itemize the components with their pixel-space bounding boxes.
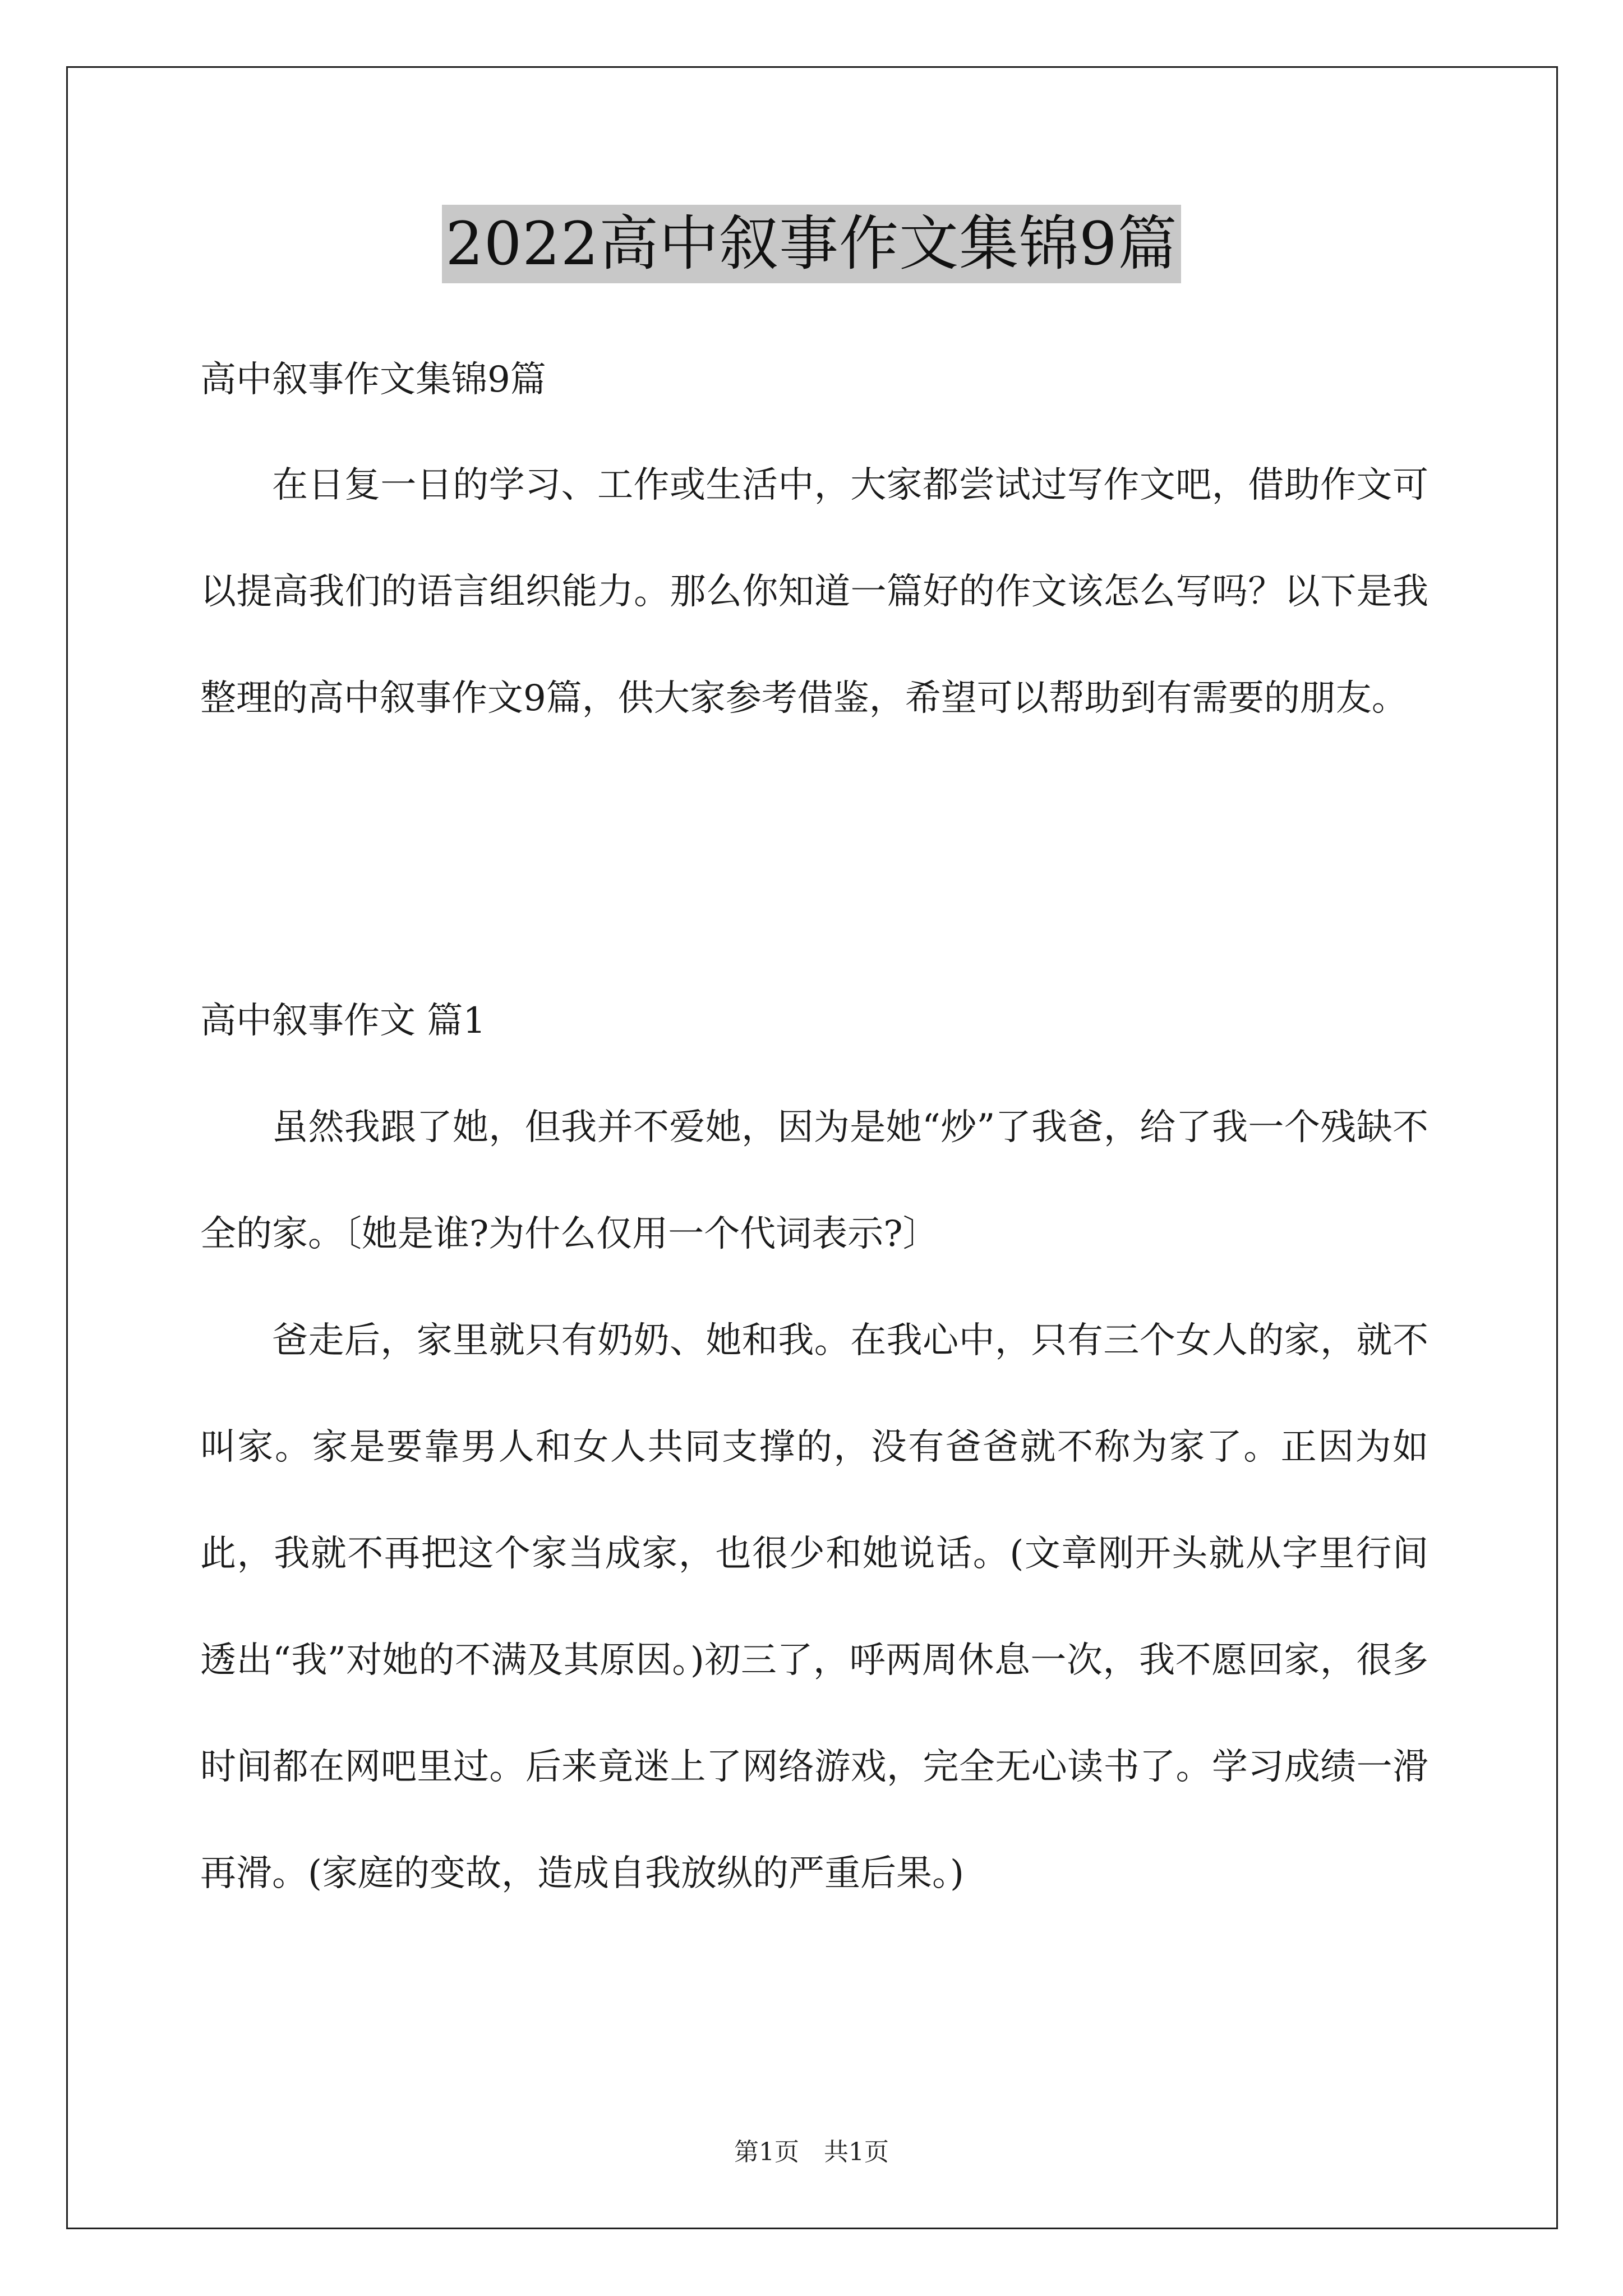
section-heading: 高中叙事作文 篇1: [200, 1000, 486, 1042]
document-title: 2022高中叙事作文集锦9篇: [442, 205, 1181, 283]
intro-paragraph: 在日复一日的学习、工作或生活中，大家都尝试过写作文吧，借助作文可以提高我们的语言组织能力。那么你知道一篇好的作文该怎么写吗？以下是我整理的高中叙事作文9篇，供大家参考借鉴，希望可以帮助到有需要的朋友。: [200, 464, 1428, 719]
body-paragraph-1: 虽然我跟了她，但我并不爱她，因为是她“炒”了我爸，给了我一个残缺不全的家。〔她是谁?为什么仅用一个代词表示?〕: [200, 1107, 1428, 1255]
document-subtitle: 高中叙事作文集锦9篇: [200, 359, 546, 401]
page-footer: 第1页 共1页: [734, 2138, 889, 2166]
title-container: [0, 205, 1623, 283]
body-paragraph-2: 爸走后，家里就只有奶奶、她和我。在我心中，只有三个女人的家，就不叫家。家是要靠男人和女人共同支撑的，没有爸爸就不称为家了。正因为如此，我就不再把这个家当成家，也很少和她说话。(文章刚开头就从字里行间透出“我”对她的不满及其原因。)初三了，呼两周休息一次，我不愿回家，很多时间都在网吧里过。后来竟迷上了网络游戏，完全无心读书了。学习成绩一滑再滑。(家庭的变故，造成自我放纵的严重后果。): [200, 1320, 1428, 1894]
